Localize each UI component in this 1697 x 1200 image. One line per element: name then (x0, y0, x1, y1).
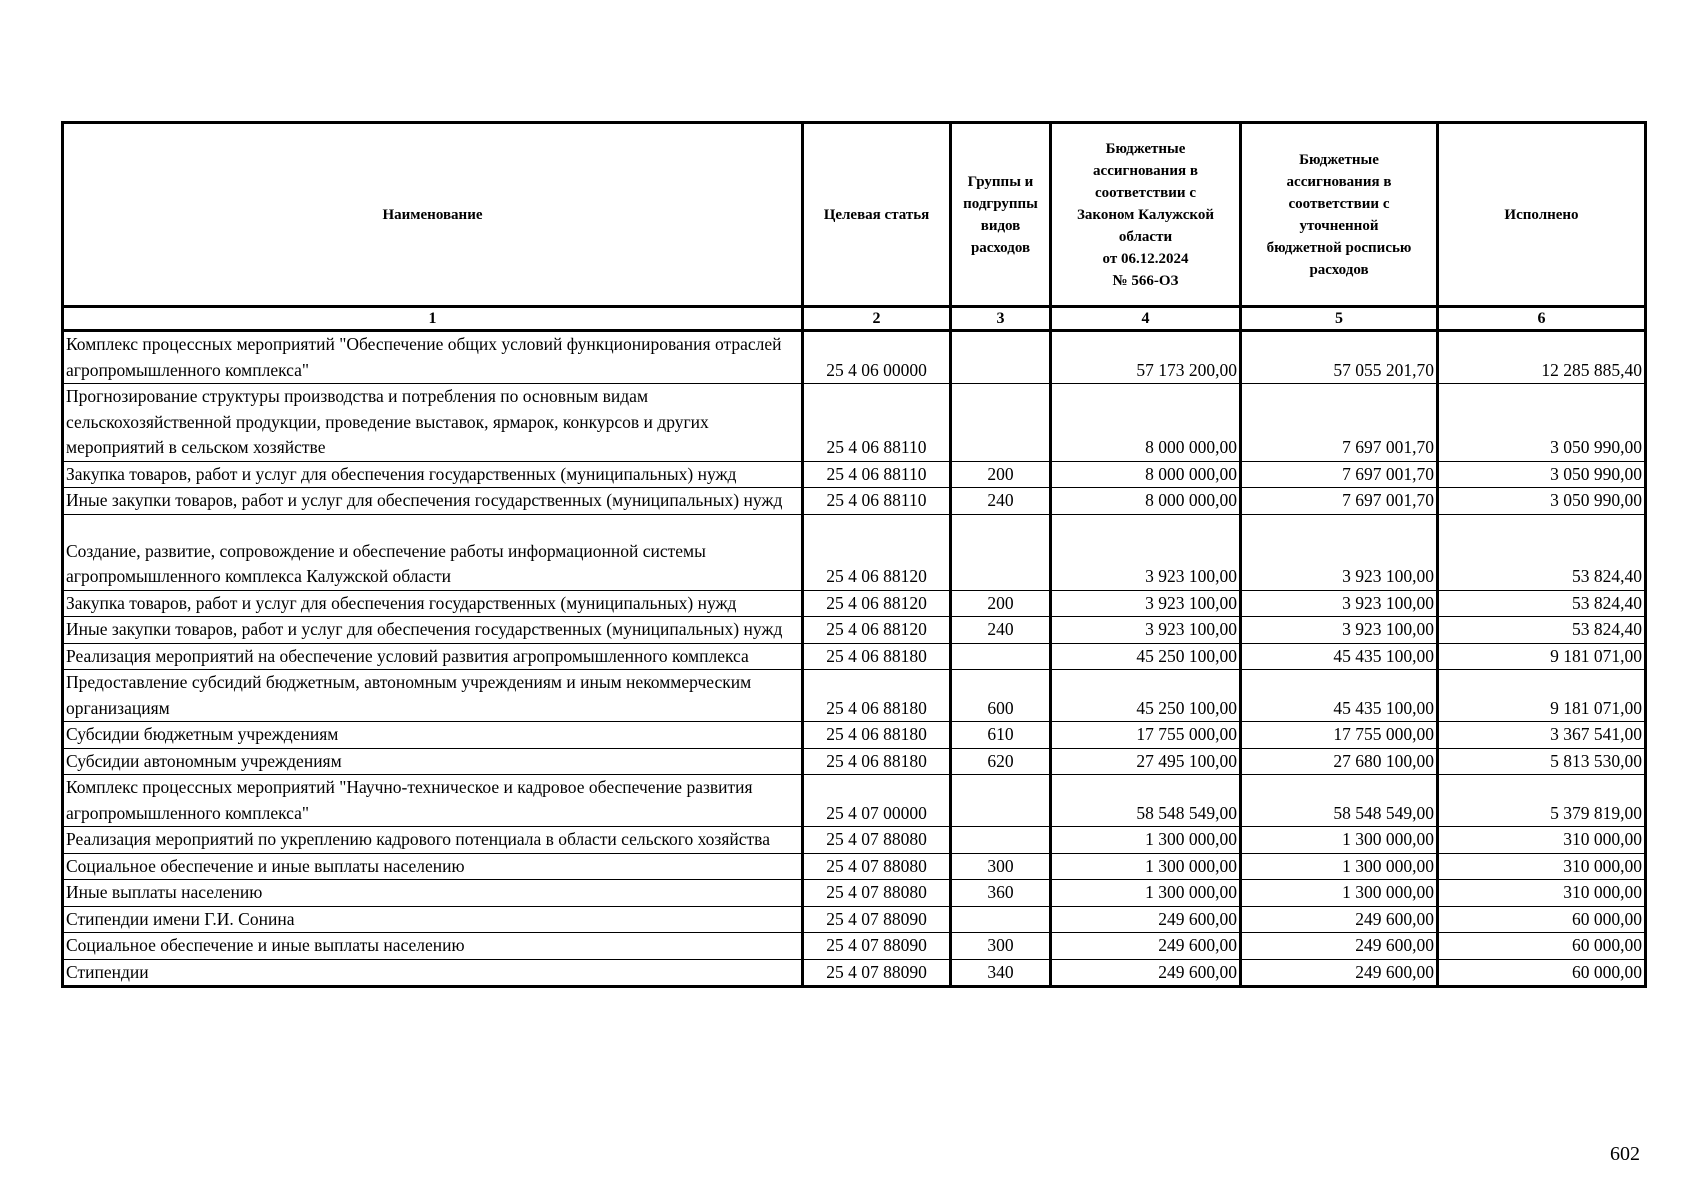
header-law-line: ассигнования в (1093, 162, 1198, 179)
row-refined-amount: 7 697 001,70 (1241, 384, 1438, 462)
row-name: Создание, развитие, сопровождение и обеспечение работы информационной системы агропромышленного комплекса Калужской области (63, 514, 803, 590)
row-executed-amount: 9 181 071,00 (1438, 643, 1646, 670)
budget-table (61, 121, 1647, 988)
row-target-code: 25 4 06 88180 (803, 722, 951, 749)
table-row (63, 643, 1646, 670)
header-law-line: Законом Калужской (1076, 206, 1215, 223)
table-row (63, 880, 1646, 907)
header-name: Наименование (63, 123, 803, 307)
row-law-amount: 45 250 100,00 (1051, 643, 1241, 670)
row-target-code: 25 4 07 00000 (803, 775, 951, 827)
page-number: 602 (1610, 1143, 1640, 1165)
column-number: 4 (1051, 307, 1241, 331)
row-group-code: 360 (951, 880, 1051, 907)
row-group-code: 300 (951, 853, 1051, 880)
row-law-amount: 8 000 000,00 (1051, 461, 1241, 488)
table-row (63, 590, 1646, 617)
row-law-amount: 17 755 000,00 (1051, 722, 1241, 749)
table-row (63, 906, 1646, 933)
table-row (63, 670, 1646, 722)
row-group-code (951, 643, 1051, 670)
column-number: 3 (951, 307, 1051, 331)
row-group-code: 300 (951, 933, 1051, 960)
header-refined-line: ассигнования в (1286, 173, 1392, 190)
row-refined-amount: 3 923 100,00 (1241, 514, 1438, 590)
row-target-code: 25 4 06 88180 (803, 748, 951, 775)
row-refined-amount: 1 300 000,00 (1241, 880, 1438, 907)
row-law-amount: 3 923 100,00 (1051, 590, 1241, 617)
row-target-code: 25 4 06 88110 (803, 384, 951, 462)
row-executed-amount: 53 824,40 (1438, 590, 1646, 617)
row-executed-amount: 310 000,00 (1438, 853, 1646, 880)
row-law-amount: 249 600,00 (1051, 906, 1241, 933)
header-refined-line: бюджетной росписью (1266, 239, 1412, 256)
row-group-code (951, 514, 1051, 590)
table-row (63, 514, 1646, 590)
row-group-code (951, 775, 1051, 827)
header-row (63, 123, 1646, 307)
table-row (63, 722, 1646, 749)
row-refined-amount: 249 600,00 (1241, 933, 1438, 960)
table-row (63, 331, 1646, 384)
header-law-line: № 566-ОЗ (1112, 272, 1179, 289)
row-target-code: 25 4 06 88120 (803, 590, 951, 617)
header-law-line: соответствии с (1095, 184, 1196, 201)
header-refined-line: соответствии с (1288, 195, 1390, 212)
row-executed-amount: 5 379 819,00 (1438, 775, 1646, 827)
row-name: Закупка товаров, работ и услуг для обеспечения государственных (муниципальных) нужд (63, 590, 803, 617)
row-law-amount: 27 495 100,00 (1051, 748, 1241, 775)
row-target-code: 25 4 06 88180 (803, 670, 951, 722)
row-refined-amount: 57 055 201,70 (1241, 331, 1438, 384)
header-law-line: Бюджетные (1105, 140, 1186, 157)
row-name: Социальное обеспечение и иные выплаты населению (63, 933, 803, 960)
row-group-code (951, 331, 1051, 384)
header-law-line: от 06.12.2024 (1102, 250, 1189, 267)
row-law-amount: 8 000 000,00 (1051, 384, 1241, 462)
row-group-code (951, 827, 1051, 854)
row-executed-amount: 310 000,00 (1438, 880, 1646, 907)
column-number: 2 (803, 307, 951, 331)
row-group-code: 200 (951, 461, 1051, 488)
header-law-line: области (1118, 228, 1173, 245)
row-target-code: 25 4 06 88110 (803, 488, 951, 515)
row-executed-amount: 3 050 990,00 (1438, 488, 1646, 515)
row-name: Иные выплаты населению (63, 880, 803, 907)
table-row (63, 461, 1646, 488)
row-group-code: 340 (951, 959, 1051, 987)
row-law-amount: 1 300 000,00 (1051, 880, 1241, 907)
row-name: Иные закупки товаров, работ и услуг для обеспечения государственных (муниципальных) нужд (63, 488, 803, 515)
table-row (63, 748, 1646, 775)
row-law-amount: 1 300 000,00 (1051, 853, 1241, 880)
column-number: 5 (1241, 307, 1438, 331)
row-name: Предоставление субсидий бюджетным, автономным учреждениям и иным некоммерческим организациям (63, 670, 803, 722)
column-number: 1 (63, 307, 803, 331)
row-name: Стипендии имени Г.И. Сонина (63, 906, 803, 933)
table-row (63, 384, 1646, 462)
row-executed-amount: 5 813 530,00 (1438, 748, 1646, 775)
row-name: Субсидии бюджетным учреждениям (63, 722, 803, 749)
row-name: Закупка товаров, работ и услуг для обеспечения государственных (муниципальных) нужд (63, 461, 803, 488)
table-row (63, 933, 1646, 960)
row-name: Реализация мероприятий по укреплению кадрового потенциала в области сельского хозяйства (63, 827, 803, 854)
row-executed-amount: 53 824,40 (1438, 514, 1646, 590)
row-refined-amount: 1 300 000,00 (1241, 827, 1438, 854)
row-executed-amount: 3 050 990,00 (1438, 461, 1646, 488)
row-executed-amount: 3 367 541,00 (1438, 722, 1646, 749)
row-group-code (951, 384, 1051, 462)
table-row (63, 959, 1646, 987)
row-law-amount: 57 173 200,00 (1051, 331, 1241, 384)
row-group-code: 610 (951, 722, 1051, 749)
row-refined-amount: 7 697 001,70 (1241, 488, 1438, 515)
row-executed-amount: 60 000,00 (1438, 959, 1646, 987)
row-law-amount: 1 300 000,00 (1051, 827, 1241, 854)
row-executed-amount: 60 000,00 (1438, 933, 1646, 960)
header-groups: Группы и подгруппы видов расходов (951, 123, 1051, 307)
row-name: Иные закупки товаров, работ и услуг для обеспечения государственных (муниципальных) нужд (63, 617, 803, 644)
row-refined-amount: 27 680 100,00 (1241, 748, 1438, 775)
row-group-code (951, 906, 1051, 933)
header-refined-line: уточненной (1299, 217, 1379, 234)
header-law-allocations (1051, 123, 1241, 307)
row-executed-amount: 60 000,00 (1438, 906, 1646, 933)
row-law-amount: 8 000 000,00 (1051, 488, 1241, 515)
row-refined-amount: 45 435 100,00 (1241, 670, 1438, 722)
row-refined-amount: 249 600,00 (1241, 959, 1438, 987)
table-body (63, 331, 1646, 987)
table-row (63, 488, 1646, 515)
row-name: Комплекс процессных мероприятий "Научно-техническое и кадровое обеспечение развития агропромышленного комплекса" (63, 775, 803, 827)
row-target-code: 25 4 07 88090 (803, 959, 951, 987)
row-refined-amount: 1 300 000,00 (1241, 853, 1438, 880)
row-refined-amount: 7 697 001,70 (1241, 461, 1438, 488)
row-name: Комплекс процессных мероприятий "Обеспечение общих условий функционирования отраслей агропромышленного комплекса" (63, 331, 803, 384)
row-refined-amount: 45 435 100,00 (1241, 643, 1438, 670)
row-name: Субсидии автономным учреждениям (63, 748, 803, 775)
column-number-row (63, 307, 1646, 331)
row-group-code: 200 (951, 590, 1051, 617)
row-target-code: 25 4 07 88080 (803, 827, 951, 854)
row-target-code: 25 4 07 88090 (803, 906, 951, 933)
row-group-code: 240 (951, 617, 1051, 644)
row-target-code: 25 4 07 88090 (803, 933, 951, 960)
row-name: Социальное обеспечение и иные выплаты населению (63, 853, 803, 880)
row-executed-amount: 3 050 990,00 (1438, 384, 1646, 462)
header-refined-allocations (1241, 123, 1438, 307)
table-header (63, 123, 1646, 331)
row-name: Реализация мероприятий на обеспечение условий развития агропромышленного комплекса (63, 643, 803, 670)
row-refined-amount: 249 600,00 (1241, 906, 1438, 933)
table-row (63, 617, 1646, 644)
row-law-amount: 249 600,00 (1051, 933, 1241, 960)
row-group-code: 240 (951, 488, 1051, 515)
row-refined-amount: 3 923 100,00 (1241, 590, 1438, 617)
row-target-code: 25 4 07 88080 (803, 853, 951, 880)
row-law-amount: 3 923 100,00 (1051, 514, 1241, 590)
row-group-code: 620 (951, 748, 1051, 775)
row-target-code: 25 4 06 88120 (803, 617, 951, 644)
row-group-code: 600 (951, 670, 1051, 722)
table-row (63, 775, 1646, 827)
row-law-amount: 58 548 549,00 (1051, 775, 1241, 827)
header-executed: Исполнено (1438, 123, 1646, 307)
row-name: Стипендии (63, 959, 803, 987)
row-executed-amount: 12 285 885,40 (1438, 331, 1646, 384)
column-number: 6 (1438, 307, 1646, 331)
table-row (63, 827, 1646, 854)
row-target-code: 25 4 06 88180 (803, 643, 951, 670)
row-refined-amount: 3 923 100,00 (1241, 617, 1438, 644)
row-executed-amount: 310 000,00 (1438, 827, 1646, 854)
row-executed-amount: 53 824,40 (1438, 617, 1646, 644)
row-target-code: 25 4 06 00000 (803, 331, 951, 384)
row-refined-amount: 17 755 000,00 (1241, 722, 1438, 749)
row-executed-amount: 9 181 071,00 (1438, 670, 1646, 722)
table-row (63, 853, 1646, 880)
row-name: Прогнозирование структуры производства и потребления по основным видам сельскохозяйственной продукции, проведение выставок, ярмарок, конкурсов и других мероприятий в сельском хозяйстве (63, 384, 803, 462)
row-target-code: 25 4 07 88080 (803, 880, 951, 907)
row-target-code: 25 4 06 88120 (803, 514, 951, 590)
header-refined-line: расходов (1309, 261, 1369, 278)
header-refined-line: Бюджетные (1299, 151, 1379, 168)
row-target-code: 25 4 06 88110 (803, 461, 951, 488)
row-law-amount: 3 923 100,00 (1051, 617, 1241, 644)
header-target: Целевая статья (803, 123, 951, 307)
row-refined-amount: 58 548 549,00 (1241, 775, 1438, 827)
row-law-amount: 45 250 100,00 (1051, 670, 1241, 722)
row-law-amount: 249 600,00 (1051, 959, 1241, 987)
